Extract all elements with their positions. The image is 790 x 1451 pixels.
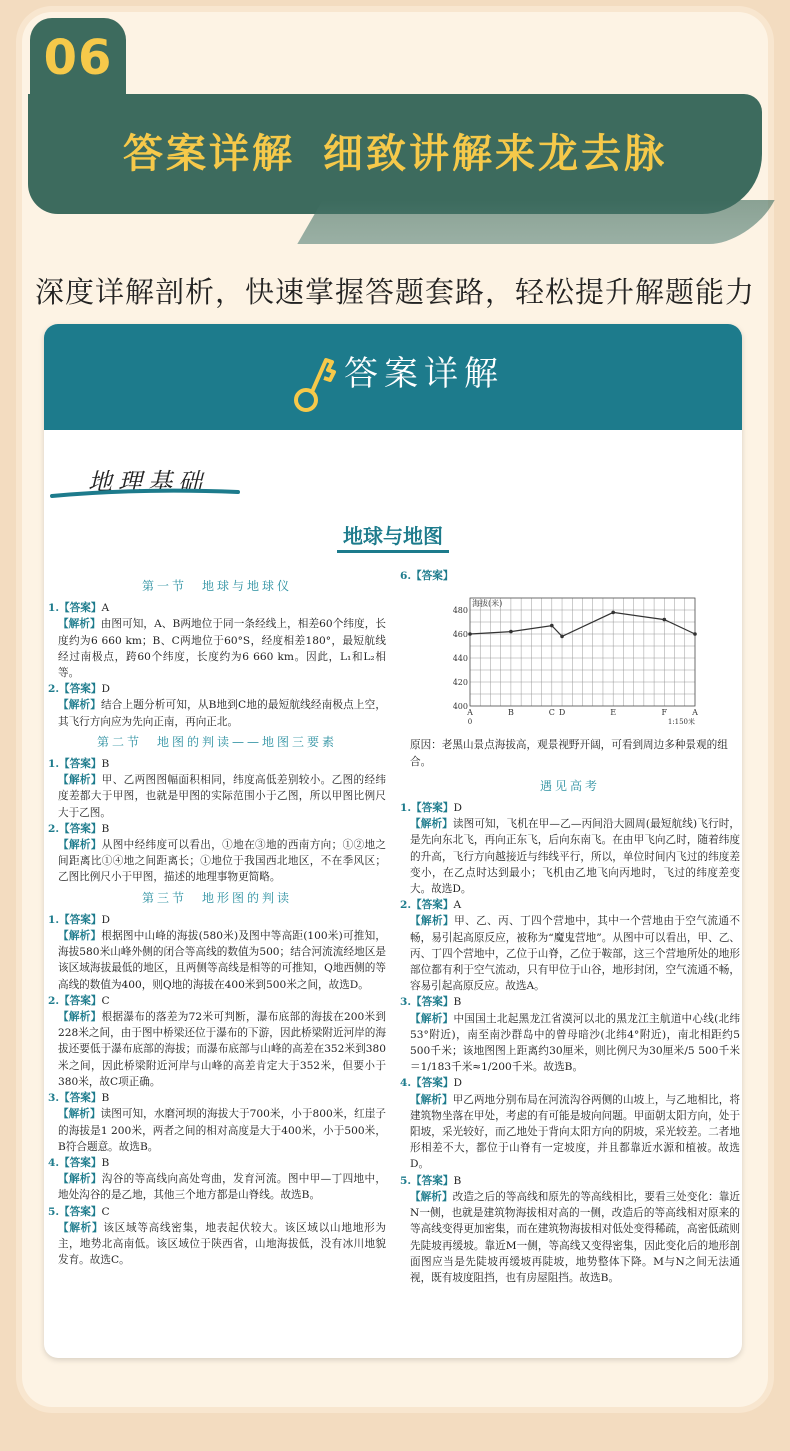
y-tick-label: 420 — [452, 678, 468, 688]
analysis-tag: 【解析】 — [58, 1108, 101, 1121]
subsection-title: 第二节 地图的判读——地图三要素 — [96, 734, 337, 749]
analysis — [48, 928, 386, 993]
answer-label: 5.【答案】 — [400, 1174, 454, 1187]
answer-label: 1.【答案】 — [48, 913, 102, 926]
analysis-text: 读图可知，飞机在甲—乙—丙间沿大圆周(最短航线)飞行时，是先向东北飞，再向正东飞，后向东南飞。在由甲飞向乙时，随着纬度的升高，飞行方向越接近与纬线平行，所以，单位时间内飞过的纬度差变小，在乙点时达到最小；飞机由乙地飞向丙地时，飞过的纬度差变大。故选D。 — [410, 818, 741, 896]
answer-label: 3.【答案】 — [48, 1092, 102, 1105]
answer-label: 1.【答案】 — [48, 758, 102, 771]
data-point — [509, 630, 513, 634]
analysis-text: 该区域等高线密集，地表起伏较大。该区域以山地地形为主，地势北高南低。该区域位于陕西省，山地海拔低，没有冰川地貌发育。故选C。 — [58, 1221, 386, 1267]
analysis — [400, 913, 740, 994]
y-tick-label: 440 — [452, 654, 468, 664]
answer-value: A — [101, 602, 110, 615]
analysis-text: 沟谷的等高线向高处弯曲，发育河流。图中甲—丁四地中，地处沟谷的是乙地，其他三个地方都是山脊线。故选B。 — [58, 1173, 386, 1202]
analysis-text: 改造之后的等高线和原先的等高线相比，要看三处变化：靠近N一侧，也就是建筑物海拔相对高的一侧，改造后的等高线相对原来的等高线变得更加密集，而在建筑物海拔相对低处变得稀疏，高密低疏则先陡坡再缓坡。靠近M一侧，等高线又变得密集，因此变化后的地形剖面图应当是先陡坡再缓坡再陡坡，地势整体下降。M与N之间无法通视，既有坡度阻挡，也有房屋阻挡。故选B。 — [410, 1190, 741, 1284]
subsection-title: 遇见高考 — [539, 778, 600, 793]
analysis-tag: 【解析】 — [58, 1173, 102, 1186]
answer-item — [400, 800, 740, 816]
x-tick-label: A — [467, 708, 473, 718]
answer-value: B — [453, 996, 462, 1009]
banner-ribbon — [297, 200, 774, 244]
analysis — [48, 772, 386, 821]
analysis-text: 从图中经纬度可以看出，①地在③地的西南方向；①②地之间距离比①④地之间距离长；①地位于我国西北地区，不在季风区；乙图比例尺小于甲图，描述的地理事物更简略。 — [58, 839, 386, 884]
analysis-tag: 【解析】 — [410, 818, 453, 831]
analysis-tag: 【解析】 — [58, 699, 102, 712]
answer-label: 5.【答案】 — [48, 1205, 102, 1218]
analysis-text: 甲、乙两图图幅面积相同，纬度高低差别较小。乙图的经纬度差都大于甲图，也就是甲图的实际范围小于乙图，所以甲图比例尺大于乙图。 — [58, 774, 386, 819]
analysis-text: 读图可知，水磨河坝的海拔大于700米，小于800米，红崖子的海拔是1 200米，两者之间的相对高度是大于400米，小于500米，B符合题意。故选B。 — [58, 1108, 386, 1153]
analysis-tag: 【解析】 — [410, 915, 455, 928]
answer-item — [48, 1090, 386, 1106]
answer-label: 1.【答案】 — [48, 602, 102, 615]
analysis-tag: 【解析】 — [58, 1221, 104, 1234]
elevation-chart — [440, 588, 710, 728]
analysis-tag: 【解析】 — [58, 1011, 102, 1024]
section-number: 06 — [43, 30, 113, 86]
y-tick-label: 460 — [452, 630, 468, 640]
answer-item — [48, 912, 386, 928]
brush-stroke — [50, 486, 240, 500]
subsection-title: 第三节 地形图的判读 — [141, 890, 292, 905]
answer-item — [48, 756, 386, 772]
banner-title-part1: 答案详解 — [123, 131, 295, 177]
answer-value: D — [453, 802, 462, 815]
analysis — [48, 697, 386, 729]
answer-value: B — [101, 822, 110, 835]
scale-label: 1:150米 — [667, 718, 695, 727]
banner-title — [28, 122, 762, 179]
answer-value: C — [101, 1205, 110, 1218]
analysis-tag: 【解析】 — [410, 1190, 453, 1203]
analysis — [400, 1092, 740, 1173]
analysis — [400, 816, 740, 897]
data-point — [611, 611, 615, 615]
answer-item — [48, 821, 386, 837]
answer-value: D — [101, 683, 110, 696]
answer-value: B — [101, 1156, 110, 1169]
left-column — [48, 574, 386, 1268]
data-point — [663, 618, 667, 622]
chart-caption: 原因：老黑山景点海拔高，观景视野开阔，可看到周边多种景观的组合。 — [410, 739, 728, 768]
analysis-text: 根据瀑布的落差为72米可判断，瀑布底部的海拔在200米到228米之间，由于图中桥梁还位于瀑布的下游，因此桥梁附近河岸的海拔还要低于瀑布底部的海拔；而瀑布底部与山峰的高差在352米到380米之间，因此桥梁附近河岸与山峰的高差肯定大于352米，但要小于380米，故C项正确。 — [58, 1011, 387, 1088]
x-tick-label: A — [692, 708, 698, 718]
analysis-text: 根据图中山峰的海拔(580米)及图中等高距(100米)可推知，海拔580米山峰外侧的闭合等高线的数值为500；结合河流流经地区是该区域海拔最低的地区，且两侧等高线是相等的可推知，Q地西侧的等高线的数值为400，则Q地的海拔在400米到500米之间，故选D。 — [58, 930, 386, 991]
analysis — [48, 1171, 386, 1203]
answer-value: A — [453, 899, 462, 912]
y-tick-label: 480 — [452, 606, 468, 616]
answer-label: 1.【答案】 — [400, 802, 454, 815]
x-tick-label: D — [558, 708, 566, 718]
card-title: 答案详解 — [344, 354, 504, 394]
answer-label: 3.【答案】 — [400, 996, 454, 1009]
right-column — [400, 568, 740, 1286]
analysis — [48, 616, 386, 681]
key-icon — [288, 346, 338, 416]
answer-item — [400, 1173, 740, 1189]
analysis-text: 甲、乙、丙、丁四个营地中，其中一个营地由于空气流通不畅，易引起高原反应，被称为“魔鬼营地”。从图中可以看出，甲、乙、丙、丁四个营地中，乙位于山脊，乙位于鞍部，这三个营地所处的地形部位都有利于空气流动，只有甲位于山谷，地形封闭，空气流通不畅，容易引起高原反应。故选A。 — [410, 915, 741, 993]
x-tick-label: B — [507, 708, 514, 718]
section-title: 地理基础 — [88, 468, 208, 496]
card-header — [44, 324, 742, 430]
answer-item — [400, 568, 740, 584]
answer-label: 2.【答案】 — [48, 683, 102, 696]
y-tick-label: 400 — [452, 702, 468, 712]
analysis — [48, 1220, 386, 1269]
answer-value: B — [453, 1174, 462, 1187]
answer-label: 2.【答案】 — [400, 899, 454, 912]
answer-value: C — [101, 994, 110, 1007]
analysis — [400, 1011, 740, 1076]
analysis-text: 由图可知，A、B两地位于同一条经线上，相差60个纬度，长度约为6 660 km；B、C两地位于60°S，经度相差180°，最短航线经过南极点，跨60个纬度，长度约为6 660 km。因此，L₁和L₂相等。 — [58, 618, 386, 680]
answer-item — [400, 897, 740, 913]
x-tick-label: F — [661, 708, 668, 718]
analysis-tag: 【解析】 — [58, 774, 102, 787]
x-origin-label: 0 — [467, 718, 473, 727]
answer-value: D — [101, 913, 110, 926]
analysis-tag: 【解析】 — [410, 1012, 454, 1025]
banner-title-part2: 细致讲解来龙去脉 — [323, 131, 667, 177]
answer-item — [48, 1155, 386, 1171]
x-tick-label: E — [610, 708, 617, 718]
answer-item — [48, 993, 386, 1009]
analysis-text: 结合上题分析可知，从B地到C地的最短航线经南极点上空，其飞行方向应为先向正南，再向正北。 — [58, 699, 387, 728]
answer-label: 2.【答案】 — [48, 994, 102, 1007]
data-point — [693, 632, 697, 636]
chapter-title — [44, 520, 742, 549]
answer-value: B — [101, 758, 110, 771]
analysis — [400, 1189, 740, 1286]
analysis — [48, 837, 386, 886]
y-axis-label: 海拔(米) — [472, 599, 503, 609]
data-point — [550, 624, 554, 628]
analysis — [48, 1106, 386, 1155]
analysis-tag: 【解析】 — [410, 1093, 453, 1106]
answer-item — [400, 1075, 740, 1091]
answer-card — [44, 324, 742, 1358]
tagline: 深度详解剖析，快速掌握答题套路，轻松提升解题能力 — [34, 275, 755, 309]
analysis-tag: 【解析】 — [58, 930, 102, 943]
answer-item — [48, 1204, 386, 1220]
answer-label: 4.【答案】 — [48, 1156, 102, 1169]
answer-label: 4.【答案】 — [400, 1077, 454, 1090]
answer-label: 2.【答案】 — [48, 822, 102, 835]
x-tick-label: C — [548, 708, 555, 718]
analysis-text: 中国国土北起黑龙江省漠河以北的黑龙江主航道中心线(北纬53°附近)，南至南沙群岛中的曾母暗沙(北纬4°附近)，南北相距约5 500千米；该地图图上距离约30厘米，则比例尺为30厘米/5 500千米＝1/183千米≈1/200千米。故选B。 — [410, 1012, 740, 1074]
answer-item — [400, 994, 740, 1010]
answer-item — [48, 600, 386, 616]
answer-value: B — [101, 1092, 110, 1105]
analysis-text: 甲乙两地分别布局在河流沟谷两侧的山坡上，与乙地相比，将建筑物坐落在甲处，考虑的有可能是坡向问题。甲面朝太阳方向，处于阳坡，采光较好，而乙地处于背向太阳方向的阴坡，采光较差。二者地形相差不大，都位于山脊有一定坡度，并且都靠近水源和植被。故选D。 — [410, 1093, 741, 1171]
answer-item — [48, 681, 386, 697]
analysis-tag: 【解析】 — [58, 618, 101, 631]
chapter-title-text: 地球与地图 — [337, 524, 449, 553]
analysis-tag: 【解析】 — [58, 839, 102, 852]
answer-label: 6.【答案】 — [400, 570, 454, 582]
analysis — [48, 1009, 386, 1090]
data-point — [560, 635, 564, 639]
subsection-title: 第一节 地球与地球仪 — [141, 579, 292, 593]
data-point — [468, 632, 472, 636]
answer-value: D — [453, 1077, 462, 1090]
